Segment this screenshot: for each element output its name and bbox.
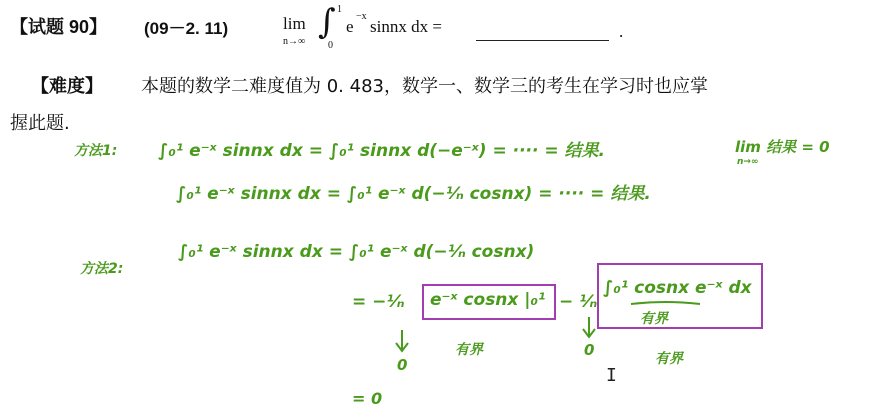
- integral-sign: ∫: [318, 2, 336, 42]
- boxed-term-2: ∫₀¹ cosnx e⁻ˣ dx: [603, 278, 752, 298]
- difficulty-text-line2: 握此题.: [10, 113, 70, 134]
- problem-tag: 【试题 90】: [10, 17, 108, 37]
- box-around-term-2: [598, 264, 762, 328]
- zero-result-2: 0: [584, 341, 595, 359]
- arrow-down-1: [396, 330, 408, 351]
- zero-result-1: 0: [397, 356, 408, 374]
- method1-label: 方法1:: [74, 143, 118, 159]
- integral-lower: 0: [328, 40, 333, 51]
- minus-term: − ¹⁄ₙ: [559, 292, 598, 312]
- method2-line4-prefix: = −¹⁄ₙ: [352, 292, 405, 312]
- final-result: = 0: [352, 389, 383, 408]
- bounded-note-3: 有界: [655, 351, 683, 367]
- bounded-note-1: 有界: [640, 311, 668, 327]
- method1-line1: ∫₀¹ e⁻ˣ sinnx dx = ∫₀¹ sinnx d(−e⁻ˣ) = ···· = 结果.: [158, 141, 605, 161]
- limit-subscript: n→∞: [283, 36, 306, 47]
- underline-stroke: [631, 302, 700, 304]
- method1-limit-subscript: n→∞: [737, 157, 759, 167]
- method2-label: 方法2:: [80, 261, 124, 277]
- text-cursor-icon: I: [606, 365, 617, 386]
- bounded-note-2: 有界: [455, 342, 483, 358]
- integral-upper: 1: [337, 4, 342, 15]
- limit-symbol: lim: [283, 14, 306, 33]
- arrow-down-2: [583, 317, 595, 337]
- difficulty-label: 【难度】: [31, 76, 103, 96]
- end-period: .: [619, 22, 624, 41]
- integrand-rest: sinnx dx =: [370, 17, 442, 36]
- problem-source: (09－2. 11): [144, 19, 229, 38]
- method1-line2: ∫₀¹ e⁻ˣ sinnx dx = ∫₀¹ e⁻ˣ d(−¹⁄ₙ cosnx) = ···· = 结果.: [176, 184, 651, 204]
- method1-limit: lim 结果 = 0: [735, 138, 830, 156]
- box-around-term-1: [423, 285, 555, 319]
- boxed-term-1: e⁻ˣ cosnx |₀¹: [430, 290, 546, 310]
- difficulty-text-line1: 本题的数学二难度值为 0. 483，数学一、数学三的考生在学习时也应掌: [141, 76, 708, 97]
- method2-line3: ∫₀¹ e⁻ˣ sinnx dx = ∫₀¹ e⁻ˣ d(−¹⁄ₙ cosnx): [178, 242, 535, 262]
- integrand-e: e: [346, 17, 354, 36]
- integrand-exponent: −x: [356, 11, 367, 22]
